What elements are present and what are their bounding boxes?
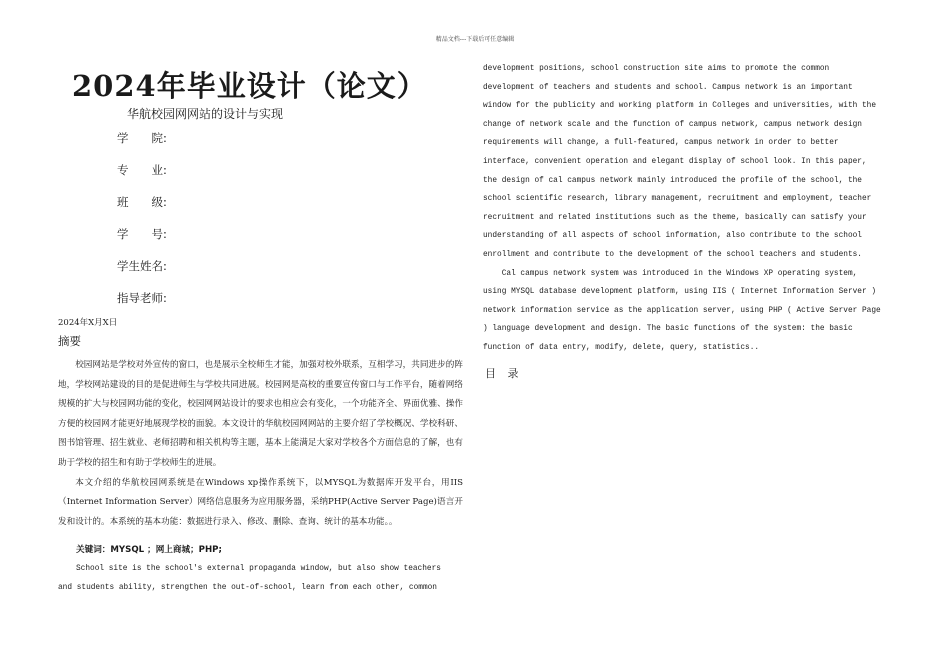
abstract-en-line: the design of cal campus network mainly introduced the profile of the school, the: [483, 176, 862, 185]
abstract-en-line: understanding of all aspects of school information, also contribute to the school: [483, 232, 862, 241]
abstract-en-line: Cal campus network system was introduced in the Windows XP operating system,: [483, 269, 858, 278]
abstract-en-line: interface, convenient operation and elegant display of school look. In this paper,: [483, 157, 867, 166]
submission-date: 2024年X月X日: [58, 318, 118, 328]
field-student-name: 学生姓名:: [117, 259, 167, 273]
toc-heading: 目 录: [485, 367, 523, 380]
abstract-en-line: requirements will change, a full-featured, campus network in order to better: [483, 139, 839, 148]
abstract-en-line: network information service as the application server, using PHP ( Active Server Page: [483, 306, 881, 315]
abstract-en-line: and students ability, strengthen the out-of-school, learn from each other, common: [58, 583, 437, 592]
abstract-en-line: enrollment and contribute to the development of the school teachers and students.: [483, 250, 862, 259]
abstract-en-line: development positions, school construction site aims to promote the common: [483, 65, 830, 73]
field-student-id: 学 号:: [117, 227, 167, 241]
abstract-en-line: school scientific research, library management, recruitment and employment, teacher: [483, 195, 872, 204]
abstract-en-line: change of network scale and the function of campus network, campus network design: [483, 120, 862, 129]
field-college: 学 院:: [117, 131, 167, 145]
abstract-chinese: [58, 356, 463, 532]
abstract-heading: 摘要: [58, 334, 81, 348]
abstract-paragraph: 本文介绍的华航校园网系统是在Windows xp操作系统下，以MYSQL为数据库开发平台，用IIS（Internet Information Server）网络信息服务为应用服务器，采纳PHP(Active Server Page)语言开发和设计的。本系统的基本功能：数据进行录入、修改、删除、查询、统计的基本功能。。: [58, 477, 463, 527]
abstract-en-line: School site is the school's external propaganda window, but also show teachers: [76, 565, 441, 573]
abstract-paragraph: 校园网站是学校对外宣传的窗口，也是展示全校师生才能，加强对校外联系，互相学习，共同进步的阵地，学校网站建设的目的是促进师生与学校共同进展。校园网是高校的重要宣传窗口与工作平台，随着网络规模的扩大与校园网功能的变化，校园网网站设计的要求也相应会有变化，一个功能齐全、界面优雅、操作方便的校园网才能更好地展现学校的面貌。本文设计的华航校园网网站的主要介绍了学校概况、学校科研、图书馆管理、招生就业、老师招聘和相关机构等主题，基本上能满足大家对学校各个方面信息的了解，也有助于学校的招生和有助于学校师生的进展。: [58, 360, 463, 468]
thesis-subtitle: 华航校园网网站的设计与实现: [127, 107, 284, 121]
abstract-en-line: using MYSQL database development platform, using IIS ( Internet Information Server ): [483, 288, 877, 297]
page-header-note: 精品文档---下载后可任意编辑: [435, 36, 515, 43]
abstract-english-left: [58, 560, 441, 597]
keywords: 关键词：MYSQL ；网上商城；PHP;: [76, 545, 222, 555]
field-advisor: 指导老师:: [117, 291, 167, 305]
document-title: 2024年毕业设计（论文）: [72, 69, 427, 103]
abstract-en-line: ) language development and design. The basic functions of the system: the basic: [483, 325, 853, 334]
abstract-en-line: recruitment and related institutions such as the theme, basically can satisfy your: [483, 213, 867, 222]
field-major: 专 业:: [117, 163, 167, 177]
abstract-english-right: [483, 60, 881, 358]
field-class: 班 级:: [117, 195, 167, 209]
abstract-en-line: window for the publicity and working platform in Colleges and universities, with the: [483, 102, 877, 111]
abstract-en-line: development of teachers and students and school. Campus network is an important: [483, 83, 853, 92]
abstract-en-line: function of data entry, modify, delete, query, statistics..: [483, 343, 760, 352]
